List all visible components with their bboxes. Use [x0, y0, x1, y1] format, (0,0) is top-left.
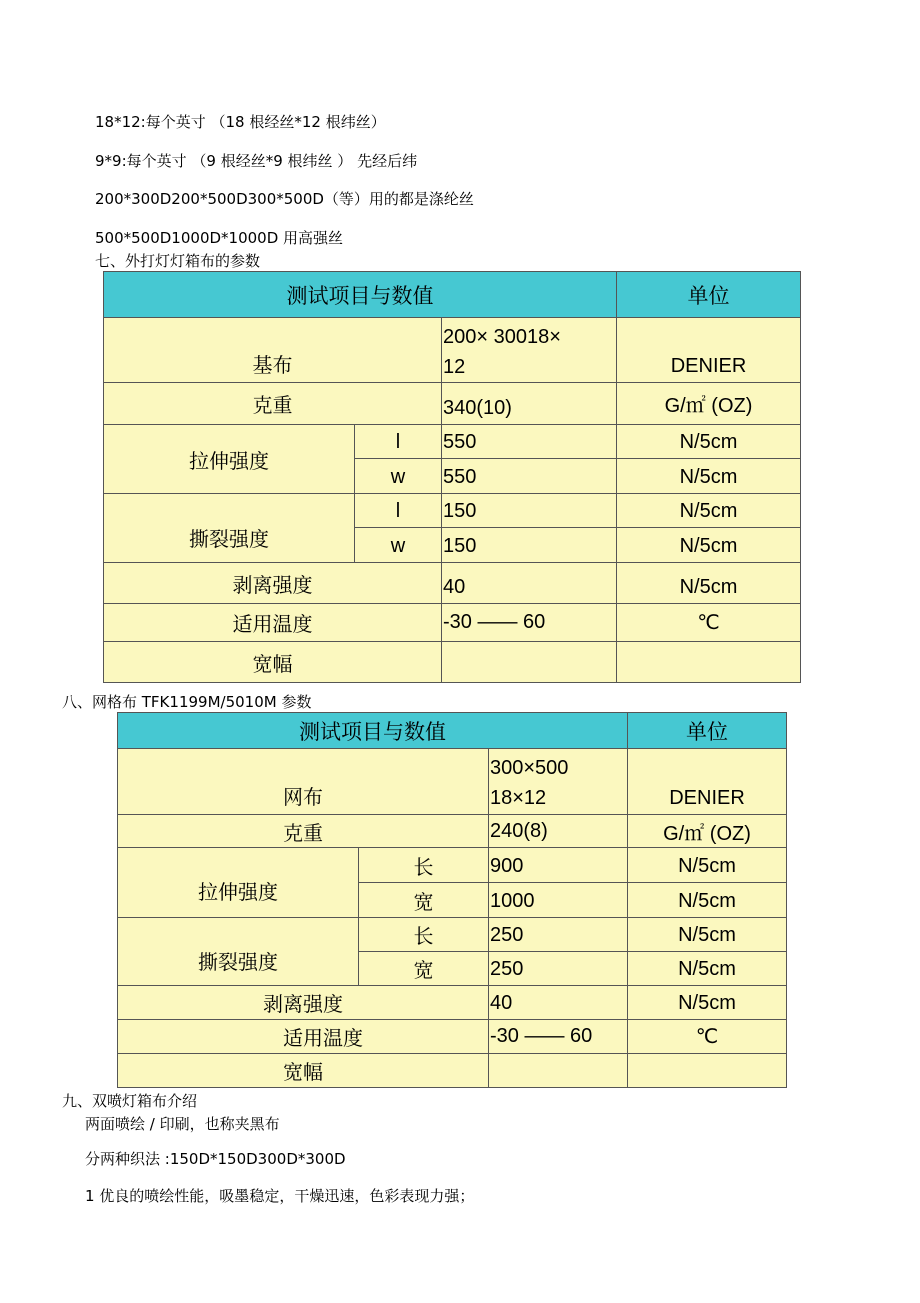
row-value-width [442, 642, 617, 683]
tensile-unit: N/5cm [628, 848, 787, 883]
table-header-item: 测试项目与数值 [118, 713, 628, 749]
row-label-temp: 适用温度 [104, 604, 442, 642]
tensile-unit: N/5cm [628, 883, 787, 918]
row-label-temp: 适用温度 [118, 1020, 489, 1054]
row-unit-base: DENIER [617, 318, 801, 383]
row-unit-peel: N/5cm [628, 986, 787, 1020]
row-label-tear: 撕裂强度 [118, 918, 359, 986]
row-unit-temp: ℃ [628, 1020, 787, 1054]
table-header-unit: 单位 [617, 272, 801, 318]
row-value-temp: -30 —— 60 [489, 1020, 628, 1054]
table-header-item: 测试项目与数值 [104, 272, 617, 318]
tensile-value: 1000 [489, 883, 628, 918]
tear-unit: N/5cm [628, 952, 787, 986]
row-unit-peel: N/5cm [617, 563, 801, 604]
intro-line-2: 9*9:每个英寸 （9 根经丝*9 根纬丝 ） 先经后纬 [95, 152, 418, 170]
row-label-tear: 撕裂强度 [104, 494, 355, 563]
row-unit-weight: G/㎡ (OZ) [617, 383, 801, 425]
tensile-direction: 长 [359, 848, 489, 883]
row-unit-base: DENIER [628, 749, 787, 815]
section9-line-3: 1 优良的喷绘性能，吸墨稳定，干燥迅速，色彩表现力强； [85, 1187, 475, 1205]
tear-direction: 宽 [359, 952, 489, 986]
tensile-value: 900 [489, 848, 628, 883]
row-label-base: 网布 [118, 749, 489, 815]
row-unit-temp: ℃ [617, 604, 801, 642]
section7-table [103, 271, 801, 683]
row-value-width [489, 1054, 628, 1088]
row-value-peel: 40 [489, 986, 628, 1020]
tensile-unit: N/5cm [617, 459, 801, 494]
tensile-value: 550 [442, 425, 617, 459]
row-unit-width [617, 642, 801, 683]
row-value-base: 300×500 18×12 [489, 749, 628, 815]
row-unit-weight: G/㎡ (OZ) [628, 815, 787, 848]
tear-value: 250 [489, 918, 628, 952]
section8-title: 八、网格布 TFK1199M/5010M 参数 [62, 693, 312, 711]
row-label-peel: 剥离强度 [118, 986, 489, 1020]
row-label-tensile: 拉伸强度 [118, 848, 359, 918]
row-value-temp: -30 —— 60 [442, 604, 617, 642]
tear-unit: N/5cm [617, 494, 801, 528]
row-value-weight: 240(8) [489, 815, 628, 848]
tear-unit: N/5cm [617, 528, 801, 563]
tear-direction: l [355, 494, 442, 528]
row-label-weight: 克重 [104, 383, 442, 425]
tear-direction: w [355, 528, 442, 563]
tear-value: 150 [442, 528, 617, 563]
row-unit-width [628, 1054, 787, 1088]
section8-table [117, 712, 787, 1088]
row-label-width: 宽幅 [118, 1054, 489, 1088]
row-label-weight: 克重 [118, 815, 489, 848]
section9-line-2: 分两种织法 :150D*150D300D*300D [85, 1150, 346, 1168]
table-header-unit: 单位 [628, 713, 787, 749]
intro-line-1: 18*12:每个英寸 （18 根经丝*12 根纬丝） [95, 113, 386, 131]
intro-line-4: 500*500D1000D*1000D 用高强丝 [95, 229, 344, 247]
tensile-direction: l [355, 425, 442, 459]
section7-title: 七、外打灯灯箱布的参数 [95, 252, 261, 270]
tear-value: 250 [489, 952, 628, 986]
section9-title: 九、双喷灯箱布介绍 [62, 1092, 198, 1110]
tensile-unit: N/5cm [617, 425, 801, 459]
tensile-direction: w [355, 459, 442, 494]
section9-line-1: 两面喷绘 / 印刷，也称夹黑布 [85, 1115, 280, 1133]
row-label-width: 宽幅 [104, 642, 442, 683]
tear-direction: 长 [359, 918, 489, 952]
row-label-peel: 剥离强度 [104, 563, 442, 604]
tensile-value: 550 [442, 459, 617, 494]
tear-unit: N/5cm [628, 918, 787, 952]
row-value-base: 200× 30018× 12 [442, 318, 617, 383]
tensile-direction: 宽 [359, 883, 489, 918]
row-value-peel: 40 [442, 563, 617, 604]
tear-value: 150 [442, 494, 617, 528]
row-label-tensile: 拉伸强度 [104, 425, 355, 494]
row-value-weight: 340(10) [442, 383, 617, 425]
intro-line-3: 200*300D200*500D300*500D（等）用的都是涤纶丝 [95, 190, 474, 208]
row-label-base: 基布 [104, 318, 442, 383]
